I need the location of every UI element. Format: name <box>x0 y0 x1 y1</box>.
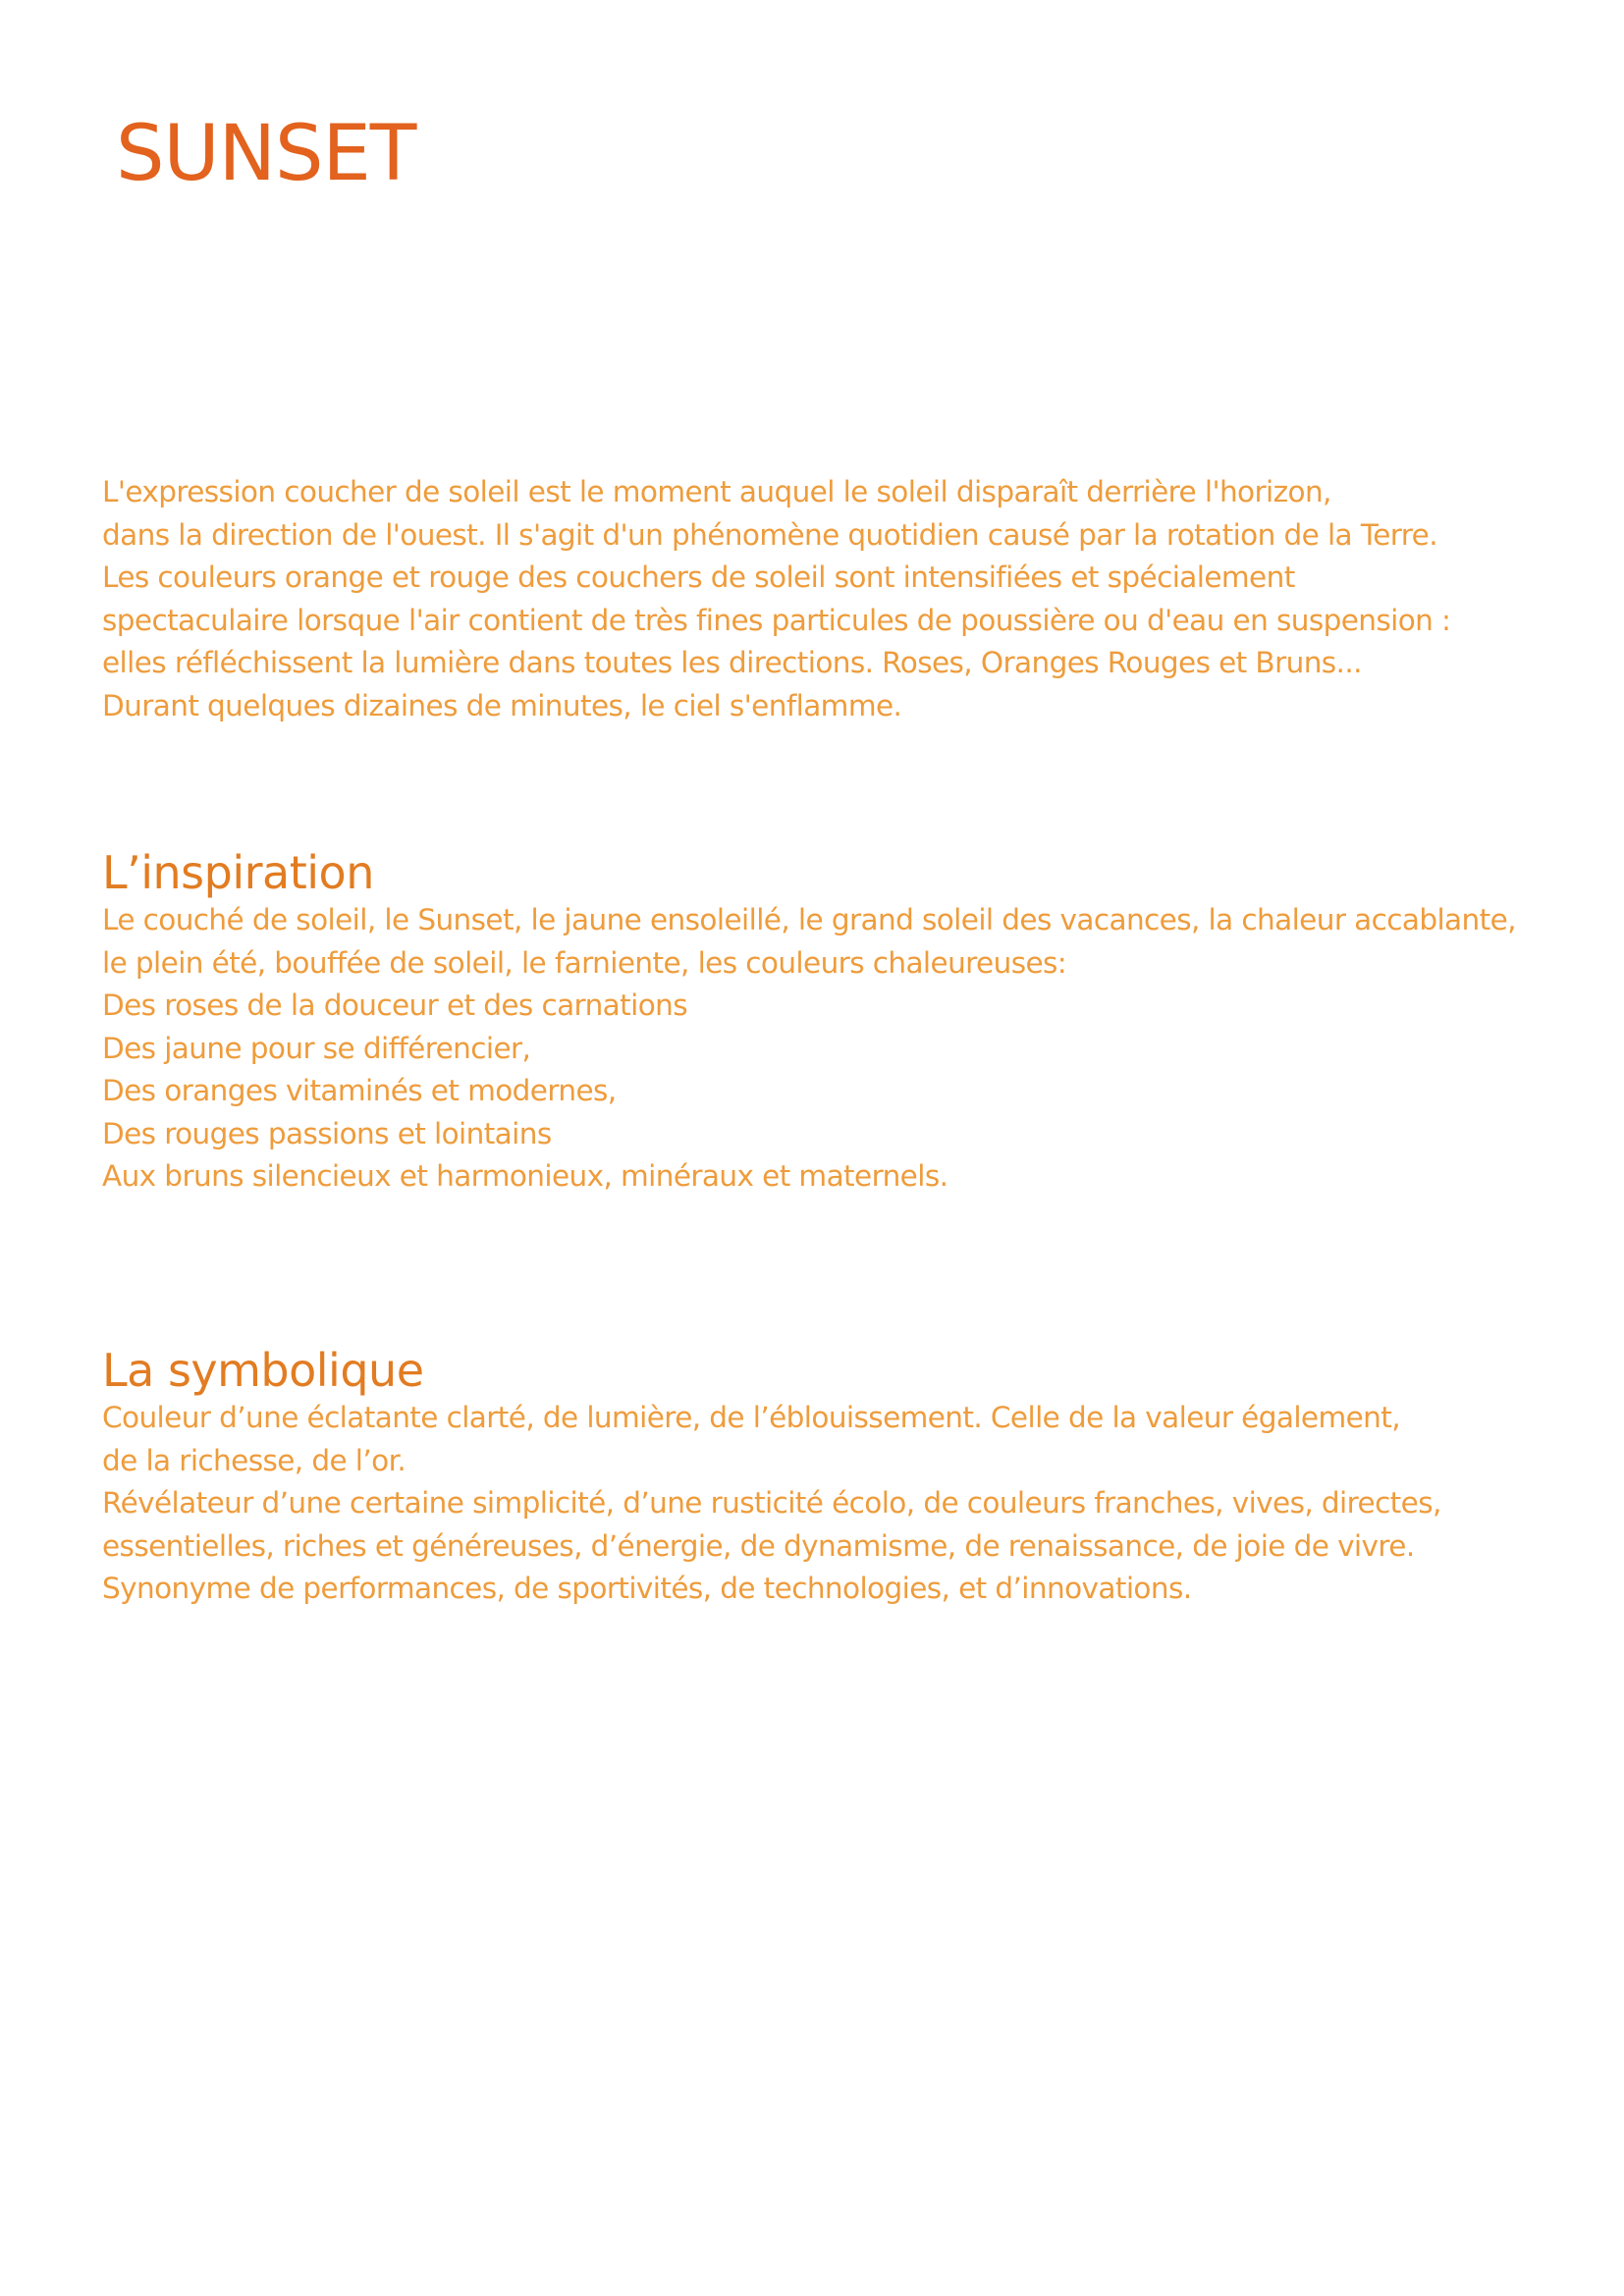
inspiration-line: Des rouges passions et lointains <box>102 1116 552 1150</box>
intro-paragraph <box>102 471 1604 727</box>
symbolique-line: Couleur d’une éclatante clarté, de lumière, de l’éblouissement. Celle de la valeur également, <box>102 1401 1401 1434</box>
symbolique-section <box>102 1344 1604 1611</box>
inspiration-line: Des roses de la douceur et des carnations <box>102 988 688 1022</box>
symbolique-line: de la richesse, de l’or. <box>102 1443 406 1477</box>
intro-line: dans la direction de l'ouest. Il s'agit d'un phénomène quotidien causé par la rotation de la Terre. <box>102 517 1437 552</box>
symbolique-line: Révélateur d’une certaine simplicité, d’une rusticité écolo, de couleurs franches, vives, directes, <box>102 1486 1441 1520</box>
inspiration-heading: L’inspiration <box>102 846 374 899</box>
intro-line: Durant quelques dizaines de minutes, le ciel s'enflamme. <box>102 688 902 722</box>
intro-line: Les couleurs orange et rouge des couchers de soleil sont intensifiées et spécialement <box>102 561 1295 594</box>
symbolique-line: essentielles, riches et généreuses, d’énergie, de dynamisme, de renaissance, de joie de vivre. <box>102 1528 1415 1563</box>
inspiration-line: Des oranges vitaminés et modernes, <box>102 1074 617 1107</box>
inspiration-line: Des jaune pour se différencier, <box>102 1031 531 1065</box>
intro-line: L'expression coucher de soleil est le moment auquel le soleil disparaît derrière l'horizon, <box>102 475 1331 508</box>
inspiration-line: le plein été, bouffée de soleil, le farniente, les couleurs chaleureuses: <box>102 945 1067 980</box>
page-title: SUNSET <box>116 110 416 198</box>
intro-line: spectaculaire lorsque l'air contient de très fines particules de poussière ou d'eau en suspension : <box>102 603 1451 637</box>
symbolique-line: Synonyme de performances, de sportivités, de technologies, et d’innovations. <box>102 1572 1192 1605</box>
inspiration-section <box>102 846 1604 1199</box>
symbolique-heading: La symbolique <box>102 1344 424 1397</box>
inspiration-line: Aux bruns silencieux et harmonieux, minéraux et maternels. <box>102 1159 948 1193</box>
intro-line: elles réfléchissent la lumière dans toutes les directions. Roses, Oranges Rouges et Bruns... <box>102 646 1362 679</box>
inspiration-line: Le couché de soleil, le Sunset, le jaune ensoleillé, le grand soleil des vacances, la chaleur accablante, <box>102 903 1516 936</box>
